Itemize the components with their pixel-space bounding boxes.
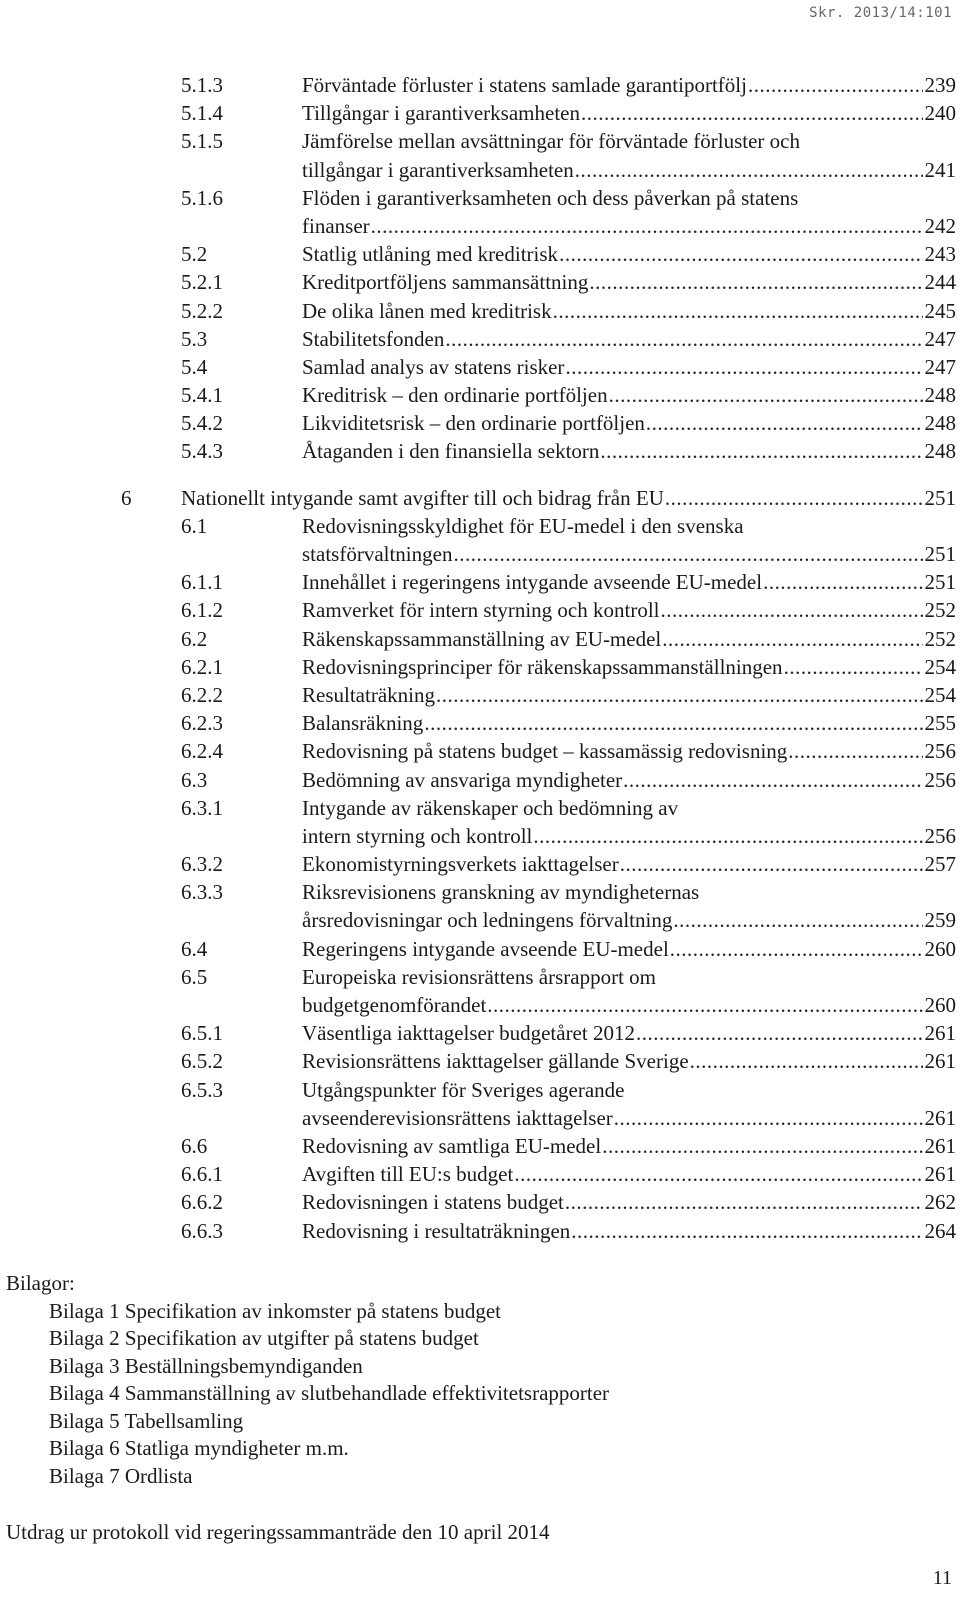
toc-entry bbox=[302, 625, 956, 653]
dot-leader bbox=[575, 156, 923, 184]
toc-section-number: 5.1.3 bbox=[181, 73, 223, 97]
toc-section-number: 6.5.2 bbox=[181, 1049, 223, 1074]
toc-title: Flöden i garantiverksamheten och dess påverkan på statens bbox=[302, 185, 799, 210]
toc-row bbox=[0, 737, 960, 765]
toc-title: Nationellt intygande samt avgifter till och bidrag från EU bbox=[181, 485, 664, 510]
toc-page-number: 248 bbox=[924, 411, 956, 436]
toc-title: Samlad analys av statens risker bbox=[302, 354, 565, 379]
toc-title: Kreditrisk – den ordinarie portföljen bbox=[302, 383, 608, 408]
toc-row bbox=[0, 991, 960, 1019]
toc-row bbox=[0, 268, 960, 296]
toc-entry bbox=[302, 156, 956, 184]
toc-title: Riksrevisionens granskning av myndigheternas bbox=[302, 880, 700, 905]
appendix-item: Bilaga 1 Specifikation av inkomster på statens budget bbox=[49, 1298, 501, 1323]
toc-row bbox=[0, 1076, 960, 1104]
appendix-item: Bilaga 4 Sammanställning av slutbehandlade effektivitetsrapporter bbox=[49, 1381, 610, 1405]
toc-entry bbox=[302, 963, 656, 991]
toc-entry bbox=[302, 935, 956, 963]
appendix-item: Bilaga 2 Specifikation av utgifter på statens budget bbox=[49, 1326, 479, 1350]
toc-section-number: 6.6 bbox=[181, 1133, 208, 1158]
toc-row bbox=[0, 184, 960, 212]
dot-leader bbox=[533, 822, 922, 850]
toc-row bbox=[0, 1019, 960, 1047]
toc-page-number: 247 bbox=[924, 354, 956, 379]
dot-leader bbox=[487, 991, 922, 1019]
toc-entry bbox=[302, 512, 744, 540]
dot-leader bbox=[565, 1188, 923, 1216]
toc-row bbox=[0, 1188, 960, 1216]
toc-row bbox=[0, 794, 960, 822]
toc-entry bbox=[302, 878, 699, 906]
toc-title: Likviditetsrisk – den ordinarie portföljen bbox=[302, 411, 645, 436]
toc-section-number: 6.2 bbox=[181, 626, 208, 651]
toc-page-number: 248 bbox=[924, 383, 956, 408]
dot-leader bbox=[662, 625, 922, 653]
toc-entry bbox=[302, 240, 956, 268]
toc-title: Kreditportföljens sammansättning bbox=[302, 270, 589, 295]
toc-title: Utgångspunkter för Sveriges agerande bbox=[302, 1077, 625, 1102]
toc-page-number: 251 bbox=[924, 542, 956, 566]
toc-title: Revisionsrättens iakttagelser gällande Sverige bbox=[302, 1049, 689, 1074]
toc-entry bbox=[302, 850, 956, 878]
toc-page-number: 244 bbox=[924, 270, 956, 295]
toc-entry bbox=[302, 540, 956, 568]
toc-entry bbox=[302, 1047, 956, 1075]
toc-row bbox=[0, 878, 960, 906]
dot-leader bbox=[559, 240, 922, 268]
toc-row bbox=[0, 1132, 960, 1160]
toc-title: Redovisning av samtliga EU-medel bbox=[302, 1133, 602, 1158]
toc-section-number: 6.2.1 bbox=[181, 654, 223, 679]
dot-leader bbox=[553, 297, 923, 325]
appendix-heading: Bilagor: bbox=[6, 1271, 75, 1295]
toc-page-number: 254 bbox=[924, 682, 956, 707]
toc-row bbox=[0, 71, 960, 99]
toc-title: Avgiften till EU:s budget bbox=[302, 1162, 514, 1187]
toc-row bbox=[0, 625, 960, 653]
toc-section-number: 5.4 bbox=[181, 354, 208, 379]
toc-entry bbox=[302, 794, 678, 822]
toc-section-number: 6.6.2 bbox=[181, 1190, 223, 1215]
toc-row bbox=[0, 297, 960, 325]
toc-entry bbox=[302, 822, 956, 850]
toc-row bbox=[0, 681, 960, 709]
toc-section-number: 6.1 bbox=[181, 513, 208, 538]
toc-section-number: 5.3 bbox=[181, 326, 208, 351]
dot-leader bbox=[371, 212, 923, 240]
toc-title: Europeiska revisionsrättens årsrapport om bbox=[302, 964, 656, 989]
appendix-item: Bilaga 7 Ordlista bbox=[49, 1463, 193, 1488]
dot-leader bbox=[788, 737, 922, 765]
toc-section-number: 5.4.2 bbox=[181, 411, 223, 436]
toc-page-number: 261 bbox=[924, 1162, 956, 1187]
table-of-contents bbox=[0, 71, 960, 1245]
dot-leader bbox=[763, 568, 922, 596]
toc-section-number: 5.2 bbox=[181, 242, 208, 267]
toc-entry bbox=[302, 709, 956, 737]
toc-section-number: 5.2.1 bbox=[181, 270, 223, 295]
toc-row bbox=[0, 906, 960, 934]
toc-title: Väsentliga iakttagelser budgetåret 2012 bbox=[302, 1021, 635, 1046]
toc-entry bbox=[302, 1076, 624, 1104]
dot-leader bbox=[673, 906, 922, 934]
toc-row bbox=[0, 353, 960, 381]
toc-entry bbox=[302, 297, 956, 325]
toc-entry bbox=[302, 381, 956, 409]
toc-row bbox=[0, 1104, 960, 1132]
toc-section-number: 6.5.1 bbox=[181, 1021, 223, 1046]
toc-entry bbox=[302, 353, 956, 381]
toc-page-number: 240 bbox=[924, 101, 956, 126]
toc-section-number: 5.1.4 bbox=[181, 101, 223, 126]
toc-title: Räkenskapssammanställning av EU-medel bbox=[302, 626, 662, 651]
toc-title: Ramverket för intern styrning och kontroll bbox=[302, 598, 660, 623]
appendix-list bbox=[6, 1270, 609, 1490]
toc-chapter-row bbox=[0, 484, 960, 512]
toc-title: Redovisningsprinciper för räkenskapssammanställningen bbox=[302, 654, 783, 679]
toc-entry bbox=[302, 1188, 956, 1216]
toc-section-number: 6.5.3 bbox=[181, 1077, 223, 1102]
toc-page-number: 247 bbox=[924, 326, 956, 351]
toc-section-number: 5.1.6 bbox=[181, 185, 223, 210]
toc-page-number: 242 bbox=[924, 213, 956, 238]
toc-title: De olika lånen med kreditrisk bbox=[302, 298, 552, 323]
toc-section-number: 6.3.1 bbox=[181, 795, 223, 820]
dot-leader bbox=[565, 353, 922, 381]
toc-page-number: 256 bbox=[924, 739, 956, 764]
toc-title: Innehållet i regeringens intygande avseende EU-medel bbox=[302, 570, 763, 595]
toc-title: tillgångar i garantiverksamheten bbox=[302, 157, 574, 182]
toc-title: Stabilitetsfonden bbox=[302, 326, 445, 351]
appendix-item: Bilaga 3 Beställningsbemyndiganden bbox=[49, 1353, 363, 1378]
toc-entry bbox=[302, 906, 956, 934]
toc-title: intern styrning och kontroll bbox=[302, 823, 533, 848]
appendix-item: Bilaga 6 Statliga myndigheter m.m. bbox=[49, 1436, 349, 1460]
toc-entry bbox=[302, 681, 956, 709]
toc-page-number: 261 bbox=[924, 1021, 956, 1046]
dot-leader bbox=[636, 1019, 923, 1047]
toc-page-number: 259 bbox=[924, 908, 956, 933]
toc-row bbox=[0, 1217, 960, 1245]
toc-title: Redovisningen i statens budget bbox=[302, 1190, 564, 1215]
toc-page-number: 248 bbox=[924, 439, 956, 464]
toc-row bbox=[0, 1047, 960, 1075]
toc-row bbox=[0, 212, 960, 240]
dot-leader bbox=[661, 596, 923, 624]
dot-leader bbox=[600, 437, 922, 465]
toc-section-number: 6.4 bbox=[181, 936, 208, 961]
toc-title: budgetgenomförandet bbox=[302, 993, 487, 1017]
dot-leader bbox=[424, 709, 922, 737]
toc-row bbox=[0, 709, 960, 737]
toc-title: Resultaträkning bbox=[302, 682, 435, 707]
toc-entry bbox=[302, 212, 956, 240]
toc-entry bbox=[302, 568, 956, 596]
toc-section-number: 5.4.1 bbox=[181, 383, 223, 408]
toc-section-number: 6.6.1 bbox=[181, 1162, 223, 1187]
toc-row bbox=[0, 653, 960, 681]
toc-row bbox=[0, 409, 960, 437]
dot-leader bbox=[609, 381, 923, 409]
toc-title: Statlig utlåning med kreditrisk bbox=[302, 242, 559, 267]
toc-title: Jämförelse mellan avsättningar för förväntade förluster och bbox=[302, 129, 800, 154]
dot-leader bbox=[646, 409, 923, 437]
toc-page-number: 251 bbox=[924, 485, 956, 510]
toc-title: Redovisningsskyldighet för EU-medel i den svenska bbox=[302, 513, 744, 538]
dot-leader bbox=[514, 1160, 922, 1188]
toc-title: Tillgångar i garantiverksamheten bbox=[302, 101, 580, 126]
toc-page-number: 261 bbox=[924, 1105, 956, 1130]
toc-row bbox=[0, 822, 960, 850]
toc-page-number: 261 bbox=[924, 1049, 956, 1074]
toc-row bbox=[0, 127, 960, 155]
toc-entry bbox=[302, 1104, 956, 1132]
toc-title: årsredovisningar och ledningens förvaltning bbox=[302, 908, 673, 933]
toc-section-number: 6.1.1 bbox=[181, 570, 223, 595]
toc-page-number: 243 bbox=[924, 242, 956, 267]
toc-title: Redovisning på statens budget – kassamässig redovisning bbox=[302, 739, 788, 764]
toc-row bbox=[0, 325, 960, 353]
toc-entry bbox=[302, 268, 956, 296]
toc-row bbox=[0, 568, 960, 596]
toc-entry bbox=[302, 409, 956, 437]
document-reference: Skr. 2013/14:101 bbox=[809, 5, 952, 21]
toc-chapter-number: 6 bbox=[121, 485, 132, 510]
toc-row bbox=[0, 935, 960, 963]
toc-row bbox=[0, 540, 960, 568]
toc-page-number: 245 bbox=[924, 298, 956, 323]
dot-leader bbox=[670, 935, 923, 963]
toc-entry bbox=[302, 71, 956, 99]
toc-section-number: 5.4.3 bbox=[181, 439, 223, 464]
toc-page-number: 255 bbox=[924, 711, 956, 736]
toc-entry bbox=[302, 596, 956, 624]
toc-title: Förväntade förluster i statens samlade garantiportfölj bbox=[302, 73, 747, 97]
toc-entry bbox=[302, 991, 956, 1019]
toc-row bbox=[0, 437, 960, 465]
toc-title: Redovisning i resultaträkningen bbox=[302, 1218, 571, 1243]
toc-section-number: 6.3 bbox=[181, 767, 208, 792]
toc-title: finanser bbox=[302, 213, 370, 238]
toc-entry bbox=[302, 437, 956, 465]
toc-entry bbox=[302, 1019, 956, 1047]
dot-leader bbox=[445, 325, 922, 353]
toc-entry bbox=[181, 484, 956, 512]
toc-section-number: 6.1.2 bbox=[181, 598, 223, 623]
toc-page-number: 256 bbox=[924, 767, 956, 792]
toc-section-number: 5.1.5 bbox=[181, 129, 223, 154]
toc-page-number: 260 bbox=[924, 993, 956, 1017]
toc-page-number: 239 bbox=[924, 73, 956, 97]
toc-section-number: 5.2.2 bbox=[181, 298, 223, 323]
toc-section-number: 6.2.3 bbox=[181, 711, 223, 736]
dot-leader bbox=[623, 766, 922, 794]
toc-section-number: 6.6.3 bbox=[181, 1218, 223, 1243]
protocol-note: Utdrag ur protokoll vid regeringssammanträde den 10 april 2014 bbox=[6, 1520, 550, 1544]
dot-leader bbox=[784, 653, 923, 681]
toc-row bbox=[0, 850, 960, 878]
toc-page-number: 257 bbox=[924, 852, 956, 877]
dot-leader bbox=[614, 1104, 923, 1132]
toc-entry bbox=[302, 766, 956, 794]
toc-page-number: 252 bbox=[924, 626, 956, 651]
toc-row bbox=[0, 512, 960, 540]
toc-row bbox=[0, 963, 960, 991]
toc-title: Balansräkning bbox=[302, 711, 424, 736]
toc-title: Bedömning av ansvariga myndigheter bbox=[302, 767, 623, 792]
toc-page-number: 254 bbox=[924, 654, 956, 679]
toc-title: statsförvaltningen bbox=[302, 542, 453, 566]
toc-section-number: 6.5 bbox=[181, 964, 208, 989]
dot-leader bbox=[453, 540, 922, 568]
toc-section-number: 6.2.4 bbox=[181, 739, 223, 764]
toc-row bbox=[0, 240, 960, 268]
dot-leader bbox=[690, 1047, 923, 1075]
toc-row bbox=[0, 596, 960, 624]
dot-leader bbox=[581, 99, 923, 127]
toc-row bbox=[0, 1160, 960, 1188]
toc-row bbox=[0, 381, 960, 409]
toc-section-number: 6.3.3 bbox=[181, 880, 223, 905]
dot-leader bbox=[571, 1217, 922, 1245]
toc-page-number: 251 bbox=[924, 570, 956, 595]
toc-row bbox=[0, 766, 960, 794]
dot-leader bbox=[748, 71, 923, 99]
toc-entry bbox=[302, 325, 956, 353]
toc-entry bbox=[302, 653, 956, 681]
toc-title: avseenderevisionsrättens iakttagelser bbox=[302, 1105, 613, 1130]
dot-leader bbox=[602, 1132, 922, 1160]
toc-entry bbox=[302, 184, 798, 212]
toc-page-number: 260 bbox=[924, 936, 956, 961]
toc-row bbox=[0, 156, 960, 184]
toc-page-number: 261 bbox=[924, 1133, 956, 1158]
toc-row bbox=[0, 99, 960, 127]
toc-page-number: 262 bbox=[924, 1190, 956, 1215]
toc-entry bbox=[302, 99, 956, 127]
dot-leader bbox=[665, 484, 923, 512]
toc-entry bbox=[302, 737, 956, 765]
dot-leader bbox=[589, 268, 922, 296]
toc-title: Ekonomistyrningsverkets iakttagelser bbox=[302, 852, 619, 877]
toc-page-number: 256 bbox=[924, 823, 956, 848]
toc-title: Regeringens intygande avseende EU-medel bbox=[302, 936, 669, 961]
toc-page-number: 241 bbox=[924, 157, 956, 182]
appendix-item: Bilaga 5 Tabellsamling bbox=[49, 1408, 244, 1433]
toc-section-number: 6.2.2 bbox=[181, 682, 223, 707]
toc-entry bbox=[302, 127, 800, 155]
toc-section-number: 6.3.2 bbox=[181, 852, 223, 877]
page-number: 11 bbox=[932, 1567, 952, 1589]
dot-leader bbox=[436, 681, 923, 709]
toc-entry bbox=[302, 1132, 956, 1160]
toc-page-number: 264 bbox=[924, 1218, 956, 1243]
toc-title: Intygande av räkenskaper och bedömning av bbox=[302, 795, 679, 820]
toc-page-number: 252 bbox=[924, 598, 956, 623]
dot-leader bbox=[620, 850, 923, 878]
toc-title: Åtaganden i den finansiella sektorn bbox=[302, 439, 600, 464]
toc-entry bbox=[302, 1160, 956, 1188]
toc-entry bbox=[302, 1217, 956, 1245]
